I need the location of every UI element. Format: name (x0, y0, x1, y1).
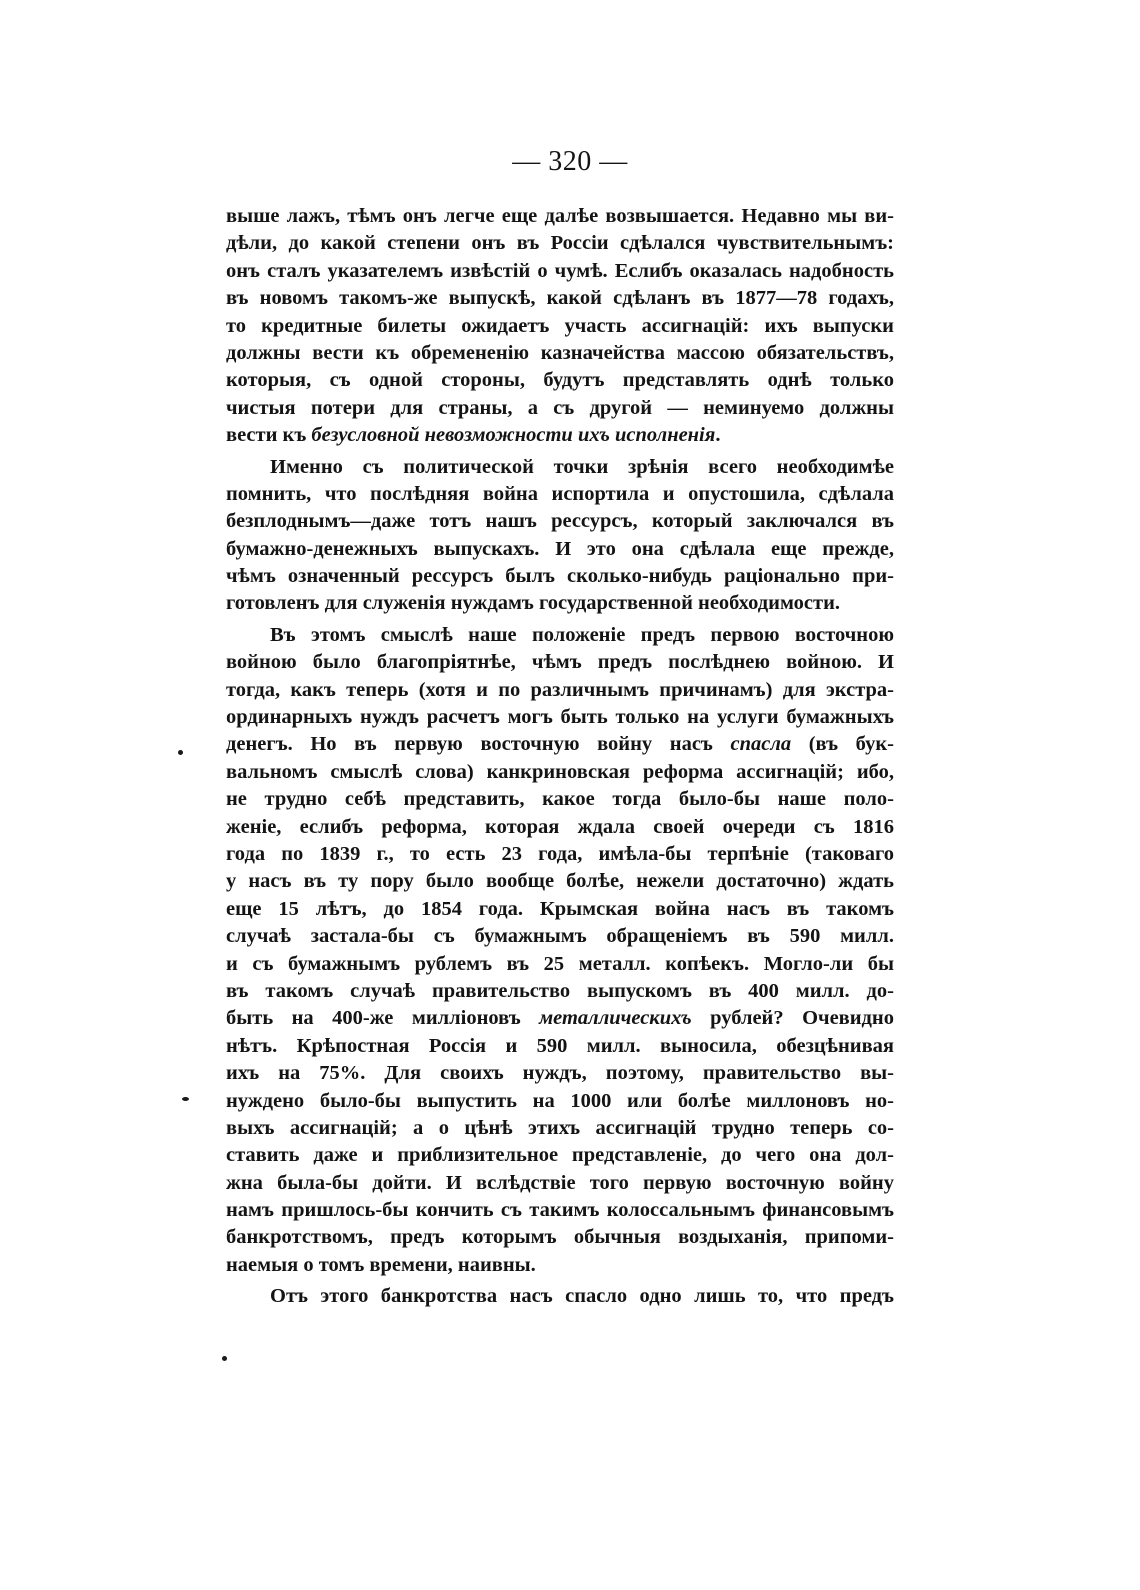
margin-dot (222, 1356, 227, 1361)
italic-emphasis: безусловной невозможности ихъ исполненія (311, 424, 716, 447)
text-line: тогда, какъ теперь (хотя и по различнымъ причинамъ) для экстра- (226, 678, 894, 701)
margin-dot (178, 750, 183, 755)
page-number: — 320 — (512, 146, 628, 177)
text-line: въ новомъ такомъ-же выпускѣ, какой сдѣланъ въ 1877—78 годахъ, (226, 287, 894, 310)
text-segment: (въ бук- (791, 733, 894, 756)
text-line: то кредитные билеты ожидаетъ участь ассигнацій: ихъ выпуски (226, 314, 894, 337)
text-line: безплоднымъ—даже тотъ нашъ рессурсъ, который заключался въ (226, 510, 894, 533)
text-line: и съ бумажнымъ рублемъ въ 25 металл. копѣекъ. Могло-ли бы (226, 952, 894, 975)
text-segment: вести къ (226, 424, 312, 447)
text-line (226, 731, 894, 758)
text-line: войною было благопріятнѣе, чѣмъ предъ послѣднею войною. И (226, 651, 894, 674)
text-line: жна была-бы дойти. И вслѣдствіе того первую восточную войну (226, 1171, 894, 1194)
italic-emphasis: спасла (730, 733, 792, 756)
margin-dot (182, 1097, 189, 1101)
text-line: ставить даже и приблизительное представленіе, до чего она дол- (226, 1144, 894, 1167)
text-line: должны вести къ обремененію казначейства массою обязательствъ, (226, 341, 894, 364)
text-line (226, 1005, 894, 1032)
text-line: которыя, съ одной стороны, будутъ представлять однѣ только (226, 369, 894, 392)
text-line: женіе, еслибъ реформа, которая ждала своей очереди съ 1816 (226, 815, 894, 838)
text-line: вальномъ смыслѣ слова) канкриновская реформа ассигнацій; ибо, (226, 760, 894, 783)
paragraph (226, 1283, 894, 1310)
text-line: готовленъ для служенія нуждамъ государственной необходимости. (226, 592, 840, 615)
text-segment: . (715, 424, 721, 447)
text-line: чистыя потери для страны, а съ другой — неминуемо должны (226, 396, 894, 419)
text-line: нуждено было-бы выпустить на 1000 или болѣе миллоновъ но- (226, 1089, 894, 1112)
text-line: чѣмъ означенный рессурсъ былъ сколько-нибудь раціонально при- (226, 565, 894, 588)
text-segment: денегъ. Но въ первую восточную войну насъ (226, 733, 731, 756)
text-line (226, 422, 894, 449)
text-line: Именно съ политической точки зрѣнія всего необходимѣе (270, 455, 894, 478)
text-line: выше лажъ, тѣмъ онъ легче еще далѣе возвышается. Недавно мы ви- (226, 205, 894, 227)
text-line: въ такомъ случаѣ правительство выпускомъ въ 400 милл. до- (226, 979, 894, 1002)
text-line: бумажно-денежныхъ выпускахъ. И это она сдѣлала еще прежде, (226, 537, 894, 560)
text-line: года по 1839 г., то есть 23 года, имѣла-бы терпѣніе (таковаго (226, 842, 894, 865)
text-line: у насъ въ ту пору было вообще болѣе, нежели достаточно) ждать (226, 870, 894, 893)
text-line: намъ пришлось-бы кончить съ такимъ колоссальнымъ финансовымъ (226, 1199, 894, 1222)
text-line: дѣли, до какой степени онъ въ Россіи сдѣлался чувствительнымъ: (226, 232, 894, 255)
text-line: Въ этомъ смыслѣ наше положеніе предъ первою восточною (270, 623, 894, 646)
text-segment: быть на 400-же милліоновъ (226, 1007, 540, 1030)
text-line: еще 15 лѣтъ, до 1854 года. Крымская война насъ въ такомъ (226, 897, 894, 920)
italic-emphasis: металлическихъ (539, 1007, 692, 1030)
text-line: нѣтъ. Крѣпостная Россія и 590 милл. выносила, обезцѣнивая (226, 1034, 894, 1057)
text-line: не трудно себѣ представить, какое тогда было-бы наше поло- (226, 788, 894, 811)
paragraph (226, 622, 894, 1279)
text-line: помнить, что послѣдняя война испортила и опустошила, сдѣлала (226, 482, 894, 505)
text-line: ординарныхъ нуждъ расчетъ могъ быть только на услуги бумажныхъ (226, 706, 894, 729)
text-line: наемыя о томъ времени, наивны. (226, 1253, 536, 1276)
text-segment: рублей? Очевидно (691, 1007, 894, 1030)
text-line: онъ сталъ указателемъ извѣстій о чумѣ. Еслибъ оказалась надобность (226, 259, 894, 282)
paragraph (226, 454, 894, 618)
text-line: Отъ этого банкротства насъ спасло одно лишь то, что предъ (270, 1285, 894, 1308)
text-line: выхъ ассигнацій; а о цѣнѣ этихъ ассигнацій трудно теперь со- (226, 1116, 894, 1139)
text-line: случаѣ застала-бы съ бумажнымъ обращеніемъ въ 590 милл. (226, 925, 894, 948)
text-line: банкротствомъ, предъ которымъ обычныя воздыханія, припоми- (226, 1226, 894, 1249)
paragraph (226, 203, 894, 450)
body-text (226, 203, 894, 1311)
text-line: ихъ на 75%. Для своихъ нуждъ, поэтому, правительство вы- (226, 1062, 894, 1085)
